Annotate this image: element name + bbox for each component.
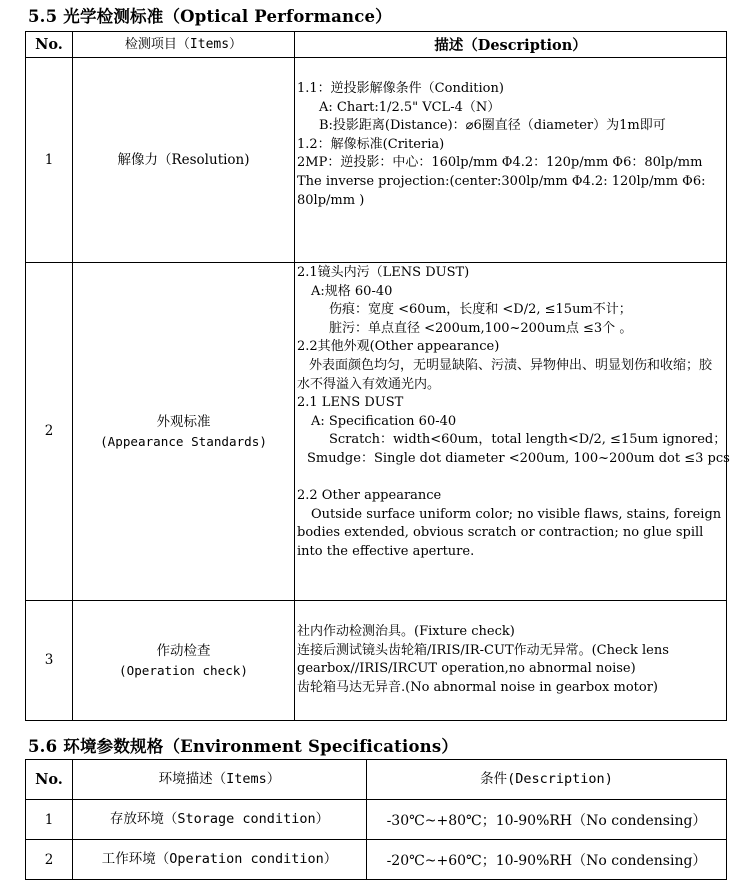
- desc-line: 连接后测试镜头齿轮箱/IRIS/IR-CUT作动无异常。(Check lens gearbox//IRIS/IRCUT operation,no abnormal noise): [297, 642, 669, 677]
- desc-line: Smudge：Single dot diameter <200um, 100~200um dot ≤3 pcs: [307, 450, 730, 466]
- row-description: [295, 601, 727, 721]
- table-row: [26, 263, 727, 601]
- optical-section-heading: 5.5 光学检测标准（Optical Performance）: [28, 7, 392, 26]
- desc-line: 1.1：逆投影解像条件（Condition): [297, 81, 504, 96]
- desc-line: 2.1镜头内污（LENS DUST): [297, 265, 470, 280]
- row-item-label: 作动检查: [156, 642, 211, 659]
- desc-line: A:规格 60-40: [311, 283, 393, 299]
- desc-line: 社内作动检测治具。(Fixture check): [297, 624, 515, 639]
- desc-line: 脏污：单点直径 <200um,100~200um点 ≤3个 。: [329, 320, 633, 336]
- env-row-no: 1: [26, 800, 73, 840]
- desc-line: 齿轮箱马达无异音.(No abnormal noise in gearbox motor): [297, 679, 658, 695]
- row-no: 2: [26, 263, 73, 601]
- table-row: [26, 601, 727, 721]
- row-description: [295, 58, 727, 263]
- env-header-no: No.: [26, 760, 73, 800]
- desc-line: The inverse projection:(center:300lp/mm Φ4.2: 120lp/mm Φ6: 80lp/mm ): [297, 173, 706, 208]
- env-row-no: 2: [26, 840, 73, 880]
- row-item-label: 外观标准: [156, 413, 211, 430]
- environment-table: [25, 759, 727, 880]
- env-row-item: 工作环境（Operation condition）: [73, 840, 367, 880]
- desc-line: A: Specification 60-40: [311, 413, 457, 429]
- environment-header-row: [26, 760, 727, 800]
- table-row: [26, 58, 727, 263]
- header-description: 描述（Description）: [295, 32, 727, 58]
- optical-header-row: [26, 32, 727, 58]
- row-item: [73, 601, 295, 721]
- desc-line: 伤痕：宽度 <60um，长度和 <D/2, ≤15um不计；: [329, 302, 632, 318]
- row-item: [73, 263, 295, 601]
- environment-section-heading: 5.6 环境参数规格（Environment Specifications）: [28, 737, 459, 756]
- row-description: [295, 263, 730, 601]
- desc-line: Scratch：width<60um，total length<D/2, ≤15um ignored；: [329, 432, 727, 448]
- desc-line: 1.2：解像标准(Criteria): [297, 136, 445, 152]
- table-row: [26, 800, 727, 840]
- optical-table: [25, 31, 730, 721]
- desc-line: A: Chart:1/2.5" VCL-4（N）: [319, 99, 501, 115]
- row-no: 1: [26, 58, 73, 263]
- desc-line: 2.1 LENS DUST: [297, 395, 404, 411]
- row-item-sublabel: (Operation check): [119, 662, 248, 678]
- env-header-items: 环境描述（Items）: [73, 760, 367, 800]
- row-no: 3: [26, 601, 73, 721]
- header-no: No.: [26, 32, 73, 58]
- row-item-label: 解像力（Resolution): [117, 151, 250, 168]
- desc-line: B:投影距离(Distance)：⌀6圈直径（diameter）为1m即可: [319, 118, 666, 134]
- env-row-condition: -30℃~+80℃；10-90%RH（No condensing）: [367, 800, 727, 840]
- table-row: [26, 840, 727, 880]
- header-items: 检测项目（Items）: [73, 32, 295, 58]
- desc-line: 2.2 Other appearance: [297, 488, 442, 504]
- row-item-sublabel: (Appearance Standards): [100, 433, 267, 449]
- env-row-condition: -20℃~+60℃；10-90%RH（No condensing）: [367, 840, 727, 880]
- desc-line: 2MP：逆投影：中心：160lp/mm Φ4.2：120p/mm Φ6：80lp/mm: [297, 155, 703, 171]
- env-header-description: 条件(Description): [367, 760, 727, 800]
- desc-line: 外表面颜色均匀，无明显缺陷、污渍、异物伸出、明显划伤和收缩；胶水不得溢入有效通光内。: [297, 357, 713, 392]
- env-row-item: 存放环境（Storage condition）: [73, 800, 367, 840]
- row-item: [73, 58, 295, 263]
- desc-line: 2.2其他外观(Other appearance): [297, 339, 500, 355]
- desc-line: Outside surface uniform color; no visible flaws, stains, foreign bodies extended, obvious scratch or contraction; no glue spill into the effective aperture.: [297, 506, 722, 559]
